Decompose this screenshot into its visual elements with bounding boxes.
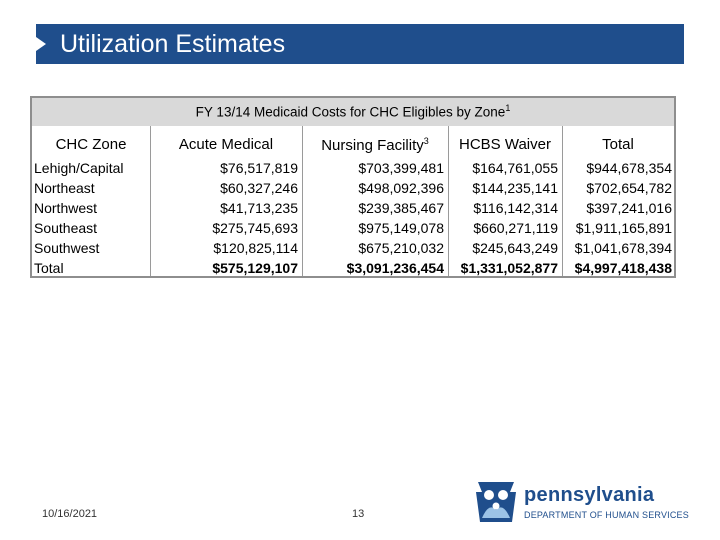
dhs-logo <box>472 478 692 528</box>
cell-zone: Lehigh/Capital <box>34 160 124 176</box>
cell-zone: Northeast <box>34 180 95 196</box>
cell-nursing: $3,091,236,454 <box>346 260 444 276</box>
cell-acute: $275,745,693 <box>212 220 298 236</box>
caption-footnote: 1 <box>505 103 511 113</box>
cell-acute: $60,327,246 <box>220 180 298 196</box>
logo-wordmark: pennsylvania <box>524 484 655 506</box>
cell-zone: Southwest <box>34 240 100 256</box>
cell-total: $702,654,782 <box>586 180 672 196</box>
cell-nursing: $703,399,481 <box>358 160 444 176</box>
cell-total: $1,041,678,394 <box>574 240 672 256</box>
header-hcbs-waiver: HCBS Waiver <box>459 136 551 153</box>
cell-hcbs: $660,271,119 <box>473 220 558 236</box>
cell-zone: Total <box>34 260 64 276</box>
cell-nursing: $975,149,078 <box>358 220 444 236</box>
page-number: 13 <box>352 508 365 520</box>
cell-nursing: $239,385,467 <box>358 200 444 216</box>
table-caption-band <box>32 98 674 126</box>
table-row <box>32 238 674 258</box>
cell-zone: Southeast <box>34 220 98 236</box>
cell-hcbs: $116,142,314 <box>473 200 558 216</box>
table-row <box>32 198 674 218</box>
title-arrow-icon <box>36 37 46 51</box>
table-row <box>32 218 674 238</box>
header-nursing-label: Nursing Facility <box>321 137 424 154</box>
cell-acute: $76,517,819 <box>220 160 298 176</box>
cell-hcbs: $164,761,055 <box>472 160 558 176</box>
cell-total: $944,678,354 <box>586 160 672 176</box>
table-caption <box>32 103 674 120</box>
cost-table <box>30 96 676 278</box>
cell-hcbs: $144,235,141 <box>472 180 558 196</box>
cell-total: $1,911,165,891 <box>575 220 672 236</box>
table-row <box>32 158 674 178</box>
cell-acute: $41,713,235 <box>220 200 298 216</box>
header-nursing-facility <box>302 136 448 154</box>
cell-zone: Northwest <box>34 200 98 216</box>
header-zone: CHC Zone <box>55 136 127 153</box>
header-total: Total <box>602 136 634 153</box>
title-bar <box>36 24 684 64</box>
cell-total: $397,241,016 <box>586 200 672 216</box>
cell-acute: $120,825,114 <box>213 240 298 256</box>
cell-hcbs: $1,331,052,877 <box>460 260 558 276</box>
cell-hcbs: $245,643,249 <box>472 240 558 256</box>
table-caption-text: FY 13/14 Medicaid Costs for CHC Eligibles by Zone <box>195 104 506 120</box>
cell-nursing: $675,210,032 <box>358 240 444 256</box>
table-row-total <box>32 258 674 278</box>
cell-acute: $575,129,107 <box>212 260 298 276</box>
logo-department: DEPARTMENT OF HUMAN SERVICES <box>524 510 689 520</box>
footer-date: 10/16/2021 <box>42 508 98 520</box>
slide-title: Utilization Estimates <box>60 30 286 58</box>
nursing-footnote: 3 <box>423 136 429 146</box>
cell-nursing: $498,092,396 <box>358 180 444 196</box>
table-row <box>32 178 674 198</box>
pa-keystone-family-icon <box>472 478 520 526</box>
header-acute-medical: Acute Medical <box>178 136 274 153</box>
table-body <box>32 158 674 278</box>
cell-total: $4,997,418,438 <box>574 260 672 276</box>
